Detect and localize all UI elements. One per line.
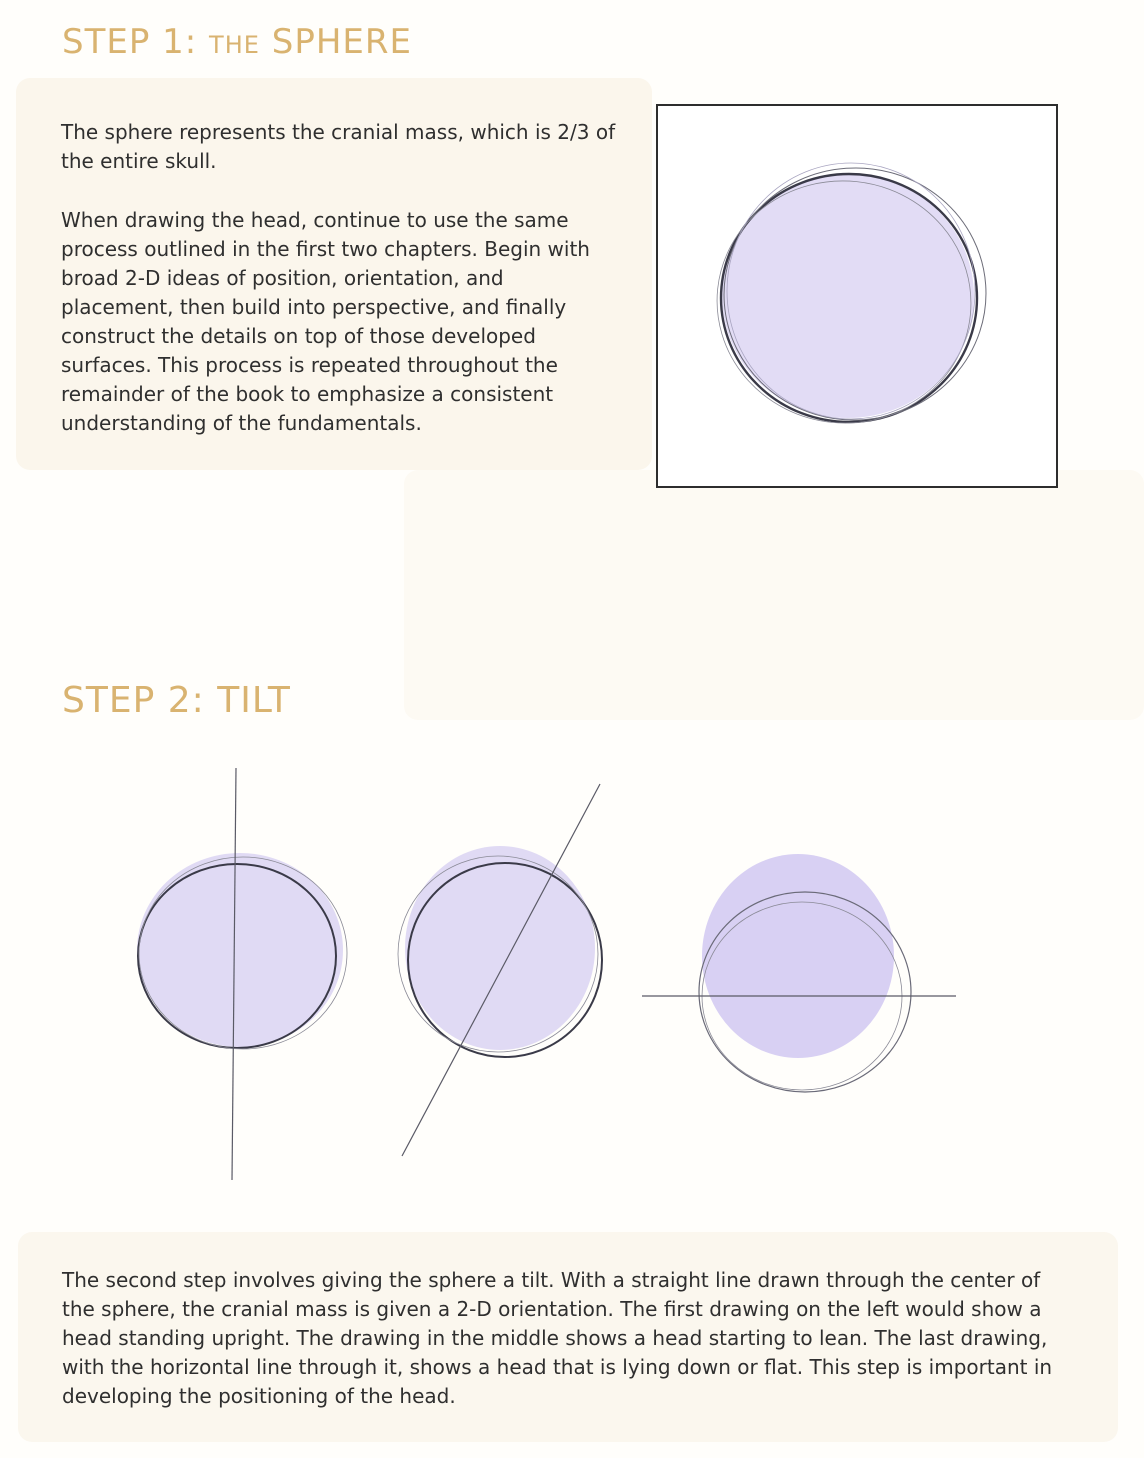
step1-connector: THE: [209, 31, 260, 59]
sphere-illustration: [658, 106, 1056, 486]
tilt-upright-drawing: [137, 768, 347, 1180]
leaning-sphere-fill: [405, 846, 595, 1050]
step2-paragraph: The second step involves giving the sphere a tilt. With a straight line drawn through the center of the sphere, the cranial mass is given a 2-D orientation. The first drawing on the left would show a head standing upright. The drawing in the middle shows a head starting to lean. The last drawing, with the horizontal line through it, shows a head that is lying down or flat. This step is important in developing the positioning of the head.: [62, 1268, 1053, 1408]
lying-sphere-fill: [702, 854, 894, 1058]
upright-sphere-fill: [137, 853, 343, 1047]
step1-paragraph-2: When drawing the head, continue to use the same process outlined in the first two chapters. Begin with broad 2-D ideas of position, orientation, and placement, then build into perspective, and finally construct the details on top of those developed surfaces. This process is repeated throughout the remainder of the book to emphasize a consistent understanding of the fundamentals.: [61, 208, 590, 435]
sphere-illustration-frame: [656, 104, 1058, 488]
tilt-lying-drawing: [642, 854, 956, 1092]
text-background-wash-2: [404, 470, 1144, 720]
tilt-illustrations: [110, 760, 990, 1200]
step1-heading: [62, 22, 412, 62]
step1-paragraph-1: The sphere represents the cranial mass, which is 2/3 of the entire skull.: [61, 120, 616, 173]
step1-label: STEP 1:: [62, 22, 198, 62]
step2-heading: STEP 2: TILT: [62, 680, 291, 721]
step1-title: SPHERE: [271, 22, 412, 62]
tilt-leaning-drawing: [398, 784, 602, 1156]
